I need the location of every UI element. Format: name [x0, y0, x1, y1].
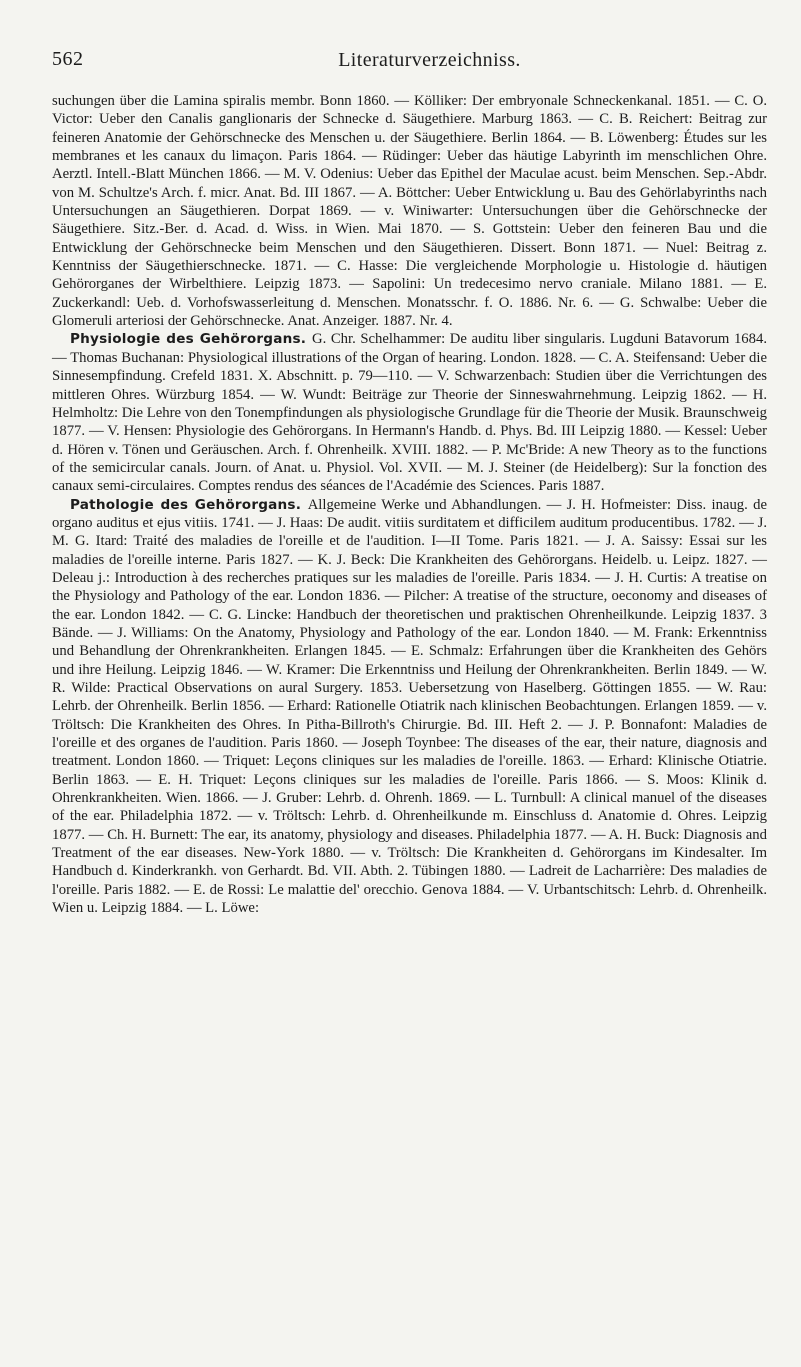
section-heading-physiology: Physiologie des Gehörorgans.: [70, 331, 312, 348]
paragraph-anatomy-continued: [52, 92, 767, 330]
paragraph-physiology: [52, 330, 767, 495]
section-heading-pathology: Pathologie des Gehörorgans.: [70, 496, 308, 513]
running-title: Literaturverzeichniss.: [338, 49, 521, 71]
paragraph-pathology: [52, 496, 767, 918]
page-number: 562: [52, 48, 84, 70]
page-header: [52, 0, 767, 92]
paragraph-text: suchungen über die Lamina spiralis membr. Bonn 1860. — Kölliker: Der embryonale Schneckenkanal. 1851. — C. O. Victor: Ueber den Canalis ganglionaris der Schnecke d. Säugethiere. Marburg 1863. — C. B. Reichert: Beitrag zur feineren Anatomie der Gehörschnecke des Menschen u. der Säugethiere. Berlin 1864. — B. Löwenberg: Études sur les membranes et les canaux du limaçon. Paris 1864. — Rüdinger: Ueber das häutige Labyrinth im menschlichen Ohre. Aerztl. Intell.-Blatt München 1866. — M. V. Odenius: Ueber das Epithel der Maculae acust. beim Menschen. Sep.-Abdr. von M. Schultze's Arch. f. micr. Anat. Bd. III 1867. — A. Böttcher: Ueber Entwicklung u. Bau des Gehörlabyrinths nach Untersuchungen an Säugethieren. Dorpat 1869. — v. Winiwarter: Untersuchungen über die Gehörschnecke der Säugethiere. Sitz.-Ber. d. Acad. d. Wiss. in Wien. Mai 1870. — S. Gottstein: Ueber den feineren Bau und die Entwicklung der Gehörschnecke beim Menschen und den Säugethieren. Dissert. Bonn 1871. — Nuel: Beitrag z. Kenntniss der Säugethierschnecke. 1871. — C. Hasse: Die vergleichende Morphologie u. Histologie d. häutigen Gehörorganes der Wirbelthiere. Leipzig 1873. — Sapolini: Un tredecesimo nervo craniale. Milano 1881. — E. Zuckerkandl: Ueb. d. Vorhofswasserleitung d. Menschen. Monatsschr. f. O. 1886. Nr. 6. — G. Schwalbe: Ueber die Glomeruli arteriosi der Gehörschnecke. Anat. Anzeiger. 1887. Nr. 4.: [52, 93, 767, 330]
paragraph-text: G. Chr. Schelhammer: De auditu liber singularis. Lugduni Batavorum 1684. — Thomas Buchanan: Physiological illustrations of the Organ of hearing. London. 1828. — C. A. Steifensand: Ueber die Sinnesempfindung. Crefeld 1831. X. Abschnitt. p. 79—110. — V. Schwarzenbach: Studien über die Verrichtungen des mittleren Ohres. Würzburg 1854. — W. Wundt: Beiträge zur Theorie der Sinneswahrnehmung. Leipzig 1862. — H. Helmholtz: Die Lehre von den Tonempfindungen als physiologische Grundlage für die Theorie der Musik. Braunschweig 1877. — V. Hensen: Physiologie des Gehörorgans. In Hermann's Handb. d. Phys. Bd. III Leipzig 1880. — Kessel: Ueber d. Hören v. Tönen und Geräuschen. Arch. f. Ohrenheilk. XVIII. 1882. — P. Mc'Bride: A new Theory as to the functions of the semicircular canals. Journ. of Anat. u. Physiol. Vol. XVII. — M. J. Steiner (de Heidelberg): Sur la fonction des canaux semi-circulaires. Comptes rendus des séances de l'Académie des Sciences. Paris 1887.: [52, 331, 768, 495]
bibliography-text: [52, 92, 767, 917]
paragraph-text: Allgemeine Werke und Abhandlungen. — J. H. Hofmeister: Diss. inaug. de organo auditus et ejus vitiis. 1741. — J. Haas: De audit. vitiis surditatem et difficilem auditum producentibus. 1782. — J. M. G. Itard: Traité des maladies de l'oreille et de l'audition. I—II Tome. Paris 1821. — J. A. Saissy: Essai sur les maladies de l'oreille interne. Paris 1827. — K. J. Beck: Die Krankheiten des Gehörorgans. Heidelb. u. Leipz. 1827. — Deleau j.: Introduction à des recherches pratiques sur les maladies de l'oreille. Paris 1834. — J. H. Curtis: A treatise on the Physiology and Pathology of the ear. London 1836. — Pilcher: A treatise of the structure, oeconomy and diseases of the ear. London 1842. — C. G. Lincke: Handbuch der theoretischen und praktischen Ohrenheilkunde. Leipzig 1837. 3 Bände. — J. Williams: On the Anatomy, Physiology and Pathology of the ear. London 1840. — M. Frank: Erkenntniss und Behandlung der Ohrenkrankheiten. Erlangen 1845. — E. Schmalz: Erfahrungen über die Krankheiten des Gehörs und ihre Heilung. Leipzig 1846. — W. Kramer: Die Erkenntniss und Heilung der Ohrenkrankheiten. Berlin 1849. — W. R. Wilde: Practical Observations on aural Surgery. 1853. Uebersetzung von Haselberg. Göttingen 1855. — W. Rau: Lehrb. der Ohrenheilk. Berlin 1856. — Erhard: Rationelle Otiatrik nach klinischen Beobachtungen. Erlangen 1859. — v. Tröltsch: Die Krankheiten des Ohres. In Pitha-Billroth's Chirurgie. Bd. III. Heft 2. — J. P. Bonnafont: Maladies de l'oreille et des organes de l'audition. Paris 1860. — Joseph Toynbee: The diseases of the ear, their nature, diagnosis and treatment. London 1860. — Triquet: Leçons cliniques sur les maladies de l'oreille. 1863. — Erhard: Klinische Otiatrie. Berlin 1863. — E. H. Triquet: Leçons cliniques sur les maladies de l'oreille. Paris 1866. — S. Moos: Klinik d. Ohrenkrankheiten. Wien. 1866. — J. Gruber: Lehrb. d. Ohrenh. 1869. — L. Turnbull: A clinical manuel of the diseases of the ear. Philadelphia 1872. — v. Tröltsch: Lehrb. d. Ohrenheilkunde m. Einschluss d. Anatomie d. Ohres. Leipzig 1877. — Ch. H. Burnett: The ear, its anatomy, physiology and diseases. Philadelphia 1877. — A. H. Buck: Diagnosis and Treatment of the ear diseases. New-York 1880. — v. Tröltsch: Die Krankheiten d. Gehörorgans im Kindesalter. Im Handbuch d. Kinderkrankh. von Gerhardt. Bd. VII. Abth. 2. Tübingen 1880. — Ladreit de Lacharrière: Des maladies de l'oreille. Paris 1882. — E. de Rossi: Le malattie del' orecchio. Genova 1884. — V. Urbantschitsch: Lehrb. d. Ohrenheilk. Wien u. Leipzig 1884. — L. Löwe:: [52, 496, 767, 917]
